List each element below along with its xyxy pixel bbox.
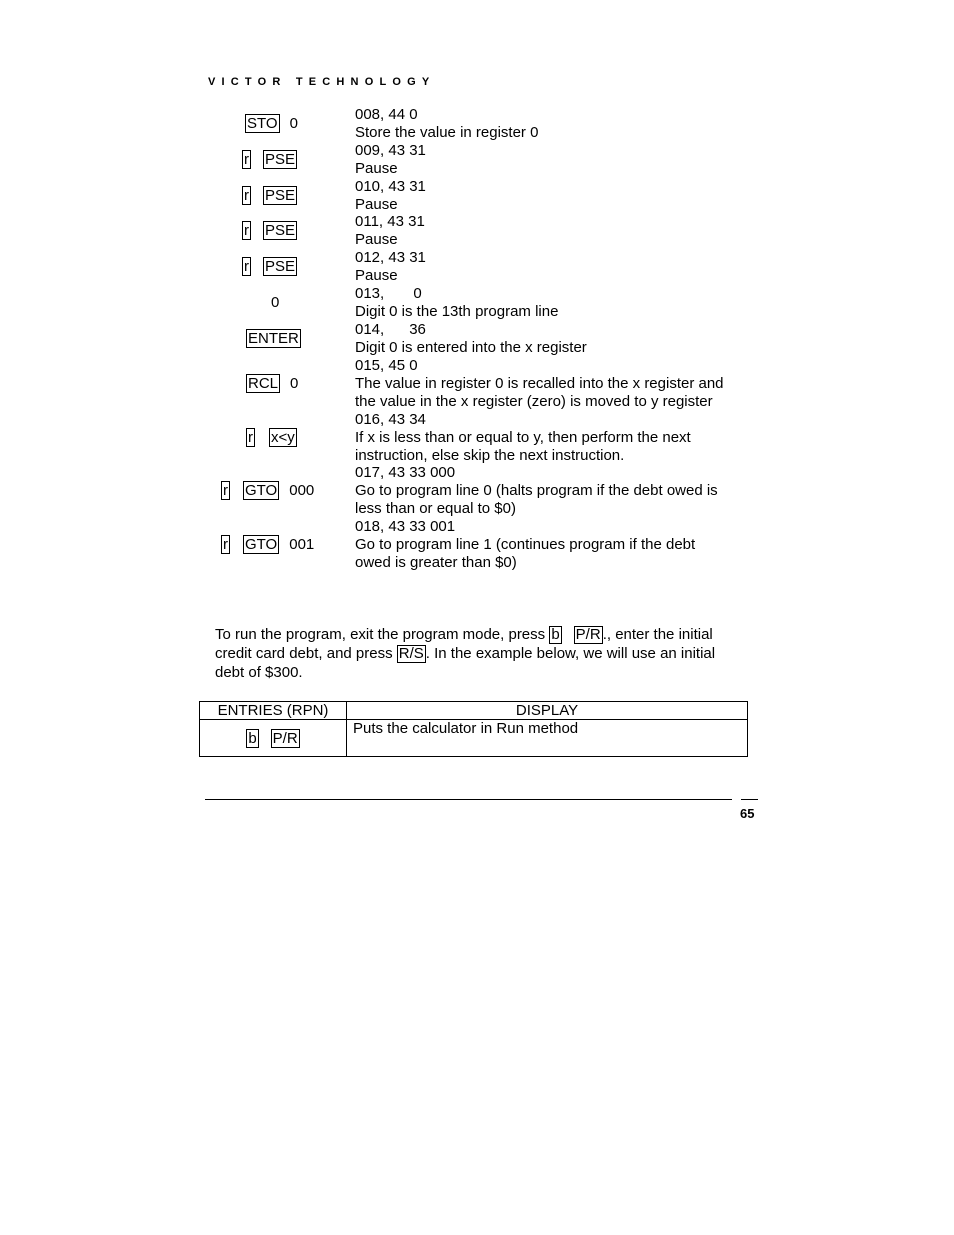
step-code: 016, 43 34: [355, 411, 426, 428]
step-keys: [221, 535, 314, 554]
step-text: Pause: [355, 196, 398, 213]
step-code: 018, 43 33 001: [355, 518, 456, 535]
step-description: [355, 464, 755, 518]
footer-rule: [205, 799, 732, 800]
table-header-row: [200, 702, 748, 720]
step-text: Go to program line 0 (halts program if the debt owed is: [355, 482, 718, 499]
step-code: 015, 45 0: [355, 357, 418, 374]
key-enter: ENTER: [248, 330, 299, 347]
paragraph-text: To run the program, exit the program mode, press: [215, 626, 550, 643]
key-r: r: [248, 429, 253, 446]
key-arg: 0: [289, 115, 298, 132]
page-number: 65: [740, 806, 755, 821]
key-rcl: RCL: [248, 375, 279, 392]
step-description: [355, 106, 755, 142]
step-description: [355, 285, 755, 321]
footer-rule-short: [741, 799, 758, 800]
step-keys: [246, 329, 301, 348]
step-code: 011, 43 31: [355, 213, 425, 230]
step-text: owed is greater than $0): [355, 554, 517, 571]
step-description: [355, 249, 755, 285]
key-pr: P/R: [272, 729, 298, 747]
key-b: b: [551, 626, 560, 643]
step-code: 008, 44 0: [355, 106, 418, 123]
column-header-display: DISPLAY: [347, 702, 748, 720]
step-text: less than or equal to $0): [355, 500, 516, 517]
key-x-le-y: x<y: [271, 429, 295, 446]
key-b: b: [248, 729, 257, 747]
step-description: [355, 411, 755, 465]
step-description: [355, 213, 755, 249]
key-arg: 001: [289, 536, 315, 553]
step-keys: [246, 374, 298, 393]
key-arg: 000: [289, 482, 315, 499]
table-row: [200, 720, 748, 757]
step-text: Store the value in register 0: [355, 124, 539, 141]
key-pse: PSE: [265, 151, 296, 168]
step-keys: [242, 150, 297, 169]
paragraph-text: ., enter the initial credit card debt, and press: [215, 626, 713, 662]
step-text: Digit 0 is the 13th program line: [355, 303, 559, 320]
key-rs: R/S: [398, 645, 424, 662]
step-text: If x is less than or equal to y, then perform the next: [355, 429, 691, 446]
key-gto: GTO: [245, 536, 278, 553]
step-code: 010, 43 31: [355, 178, 426, 195]
step-code: 017, 43 33 000: [355, 464, 456, 481]
step-text: The value in register 0 is recalled into the x register and: [355, 375, 724, 392]
step-keys: [246, 428, 297, 447]
key-r: r: [223, 482, 228, 499]
step-text: Go to program line 1 (continues program if the debt: [355, 536, 696, 553]
key-sto: STO: [247, 115, 278, 132]
step-text: Pause: [355, 267, 398, 284]
key-pse: PSE: [265, 187, 296, 204]
step-code: 013, 0: [355, 285, 422, 302]
step-keys: [271, 293, 279, 312]
column-header-entries: ENTRIES (RPN): [200, 702, 347, 720]
page-header: VICTOR TECHNOLOGY: [208, 76, 436, 88]
step-keys: [242, 257, 297, 276]
paragraph-text: . In the example below, we will use an initial debt of $300.: [215, 645, 716, 681]
instruction-paragraph: [215, 625, 745, 682]
step-text: the value in the x register (zero) is moved to y register: [355, 393, 713, 410]
key-r: r: [244, 187, 249, 204]
key-r: r: [244, 151, 249, 168]
key-r: r: [223, 536, 228, 553]
step-code: 012, 43 31: [355, 249, 426, 266]
step-keys: [245, 114, 298, 133]
step-keys: [221, 481, 314, 500]
key-pse: PSE: [265, 222, 296, 239]
key-arg: 0: [290, 375, 299, 392]
key-pr: P/R: [575, 626, 601, 643]
step-description: [355, 518, 755, 572]
step-description: [355, 142, 755, 178]
step-text: Pause: [355, 231, 398, 248]
step-keys: [242, 221, 297, 240]
key-gto: GTO: [245, 482, 278, 499]
step-keys: [242, 186, 297, 205]
step-description: [355, 178, 755, 214]
entries-table: [199, 701, 748, 757]
key-r: r: [244, 258, 249, 275]
key-pse: PSE: [265, 258, 296, 275]
step-code: 014, 36: [355, 321, 426, 338]
display-cell: Puts the calculator in Run method: [347, 720, 748, 757]
key-r: r: [244, 222, 249, 239]
step-text: Digit 0 is entered into the x register: [355, 339, 587, 356]
step-text: instruction, else skip the next instruction.: [355, 447, 625, 464]
step-code: 009, 43 31: [355, 142, 426, 159]
key-digit: 0: [271, 294, 280, 311]
step-description: [355, 357, 755, 411]
step-text: Pause: [355, 160, 398, 177]
entries-cell: [200, 720, 347, 757]
step-description: [355, 321, 755, 357]
